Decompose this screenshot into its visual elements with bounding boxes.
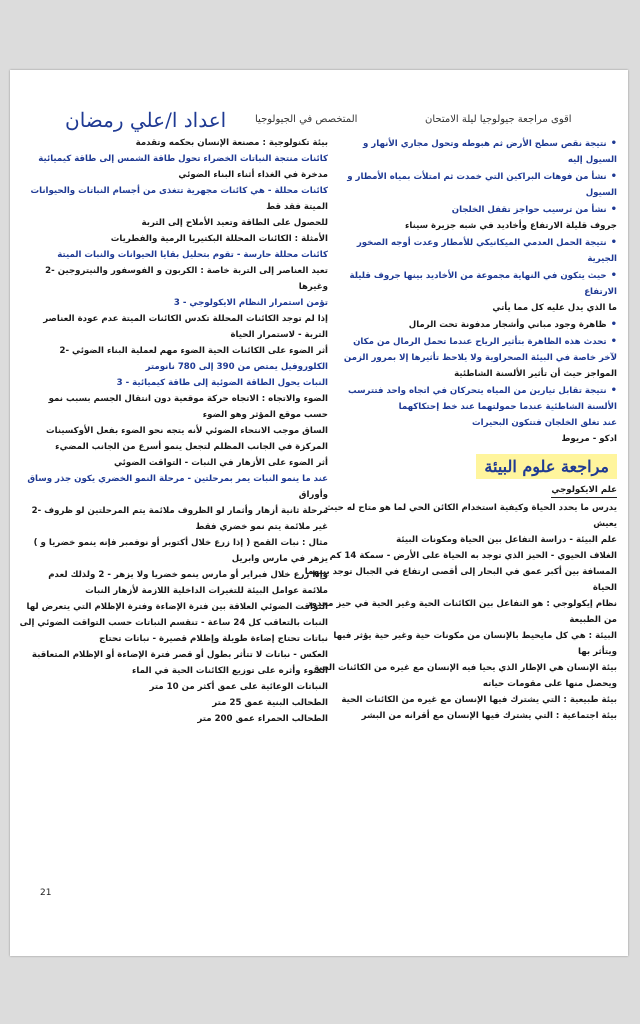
text-line: بيئة طبيعية : التي يشترك فيها الإنسان مع غيره من الكائنات الحية bbox=[341, 695, 617, 705]
text-line: أثر الضوء على الكائنات الحية الضوء مهم لعملية البناء الضوئي -2 bbox=[59, 346, 328, 356]
text-line: بيئة اجتماعية : التي يشترك فيها الإنسان مع أقرانه من البشر bbox=[361, 711, 617, 721]
text-line: • ظاهرة وجود مباني وأشجار مدفونة تحت الرمال bbox=[335, 319, 617, 331]
text-line: العكس - نباتات لا تتأثر بطول أو قصر فترة الإضاءة أو الإظلام المتعاقبة bbox=[31, 650, 328, 660]
text-line: الطحالب البنية عمق 25 متر bbox=[212, 698, 328, 708]
text-line: كائنات محللة - هي كائنات مجهرية تتغذى من أجسام النباتات والحيوانات bbox=[30, 186, 328, 196]
text-line: ملائمة عوامل البيئة للتغيرات الداخلية اللازمة لأزهار النبات bbox=[85, 586, 328, 596]
text-line: • نتيجة تقابل تيارين من المياه يتحركان في اتجاه واحد فتترسب bbox=[335, 385, 617, 397]
text-line: من الطبيعة bbox=[569, 615, 617, 625]
section-title: مراجعة علوم البيئة bbox=[476, 454, 617, 479]
text-line: • نتيجة الحمل العدمي الميكانيكي للأمطار وعدت أوجه الصخور bbox=[335, 237, 617, 249]
text-line: المركزة في الجانب المظلم لتجعل ينمو أسرع من الجانب المضيء bbox=[55, 442, 328, 452]
text-line bbox=[335, 485, 617, 498]
text-line: وغيرها bbox=[298, 282, 328, 292]
text-line: الساق موجب الانتحاء الضوئي لأنه يتجه نحو الضوء بفعل الأوكسينات bbox=[45, 426, 328, 436]
text-line: الكلوروفيل يمتص من 390 إلى 780 نانومتر bbox=[145, 362, 328, 372]
text-line: التواقت الضوئي العلاقة بين فترة الإضاءة وفترة الإظلام التي يتعرض لها bbox=[26, 602, 328, 612]
text-line: بيئة تكنولوجية : مصنعة الإنسان بحكمه وتقدمة bbox=[135, 138, 328, 148]
text-line: مرحلة ثانية أزهار وأثمار لو الظروف ملائمة يتم المرحلتين لو ظروف -2 bbox=[31, 506, 328, 516]
text-line: التربة - لاستمرار الحياة bbox=[230, 330, 328, 340]
text-line: تعيد العناصر إلى التربة خاصة : الكربون و الفوسفور والنيتروجين -2 bbox=[45, 266, 328, 276]
text-line: النباتات الوعائية على عمق أكثر من 10 متر bbox=[149, 682, 328, 692]
text-line: النبات بالتعاقب كل 24 ساعة - تنقسم النباتات حسب التواقت الضوئي إلى bbox=[19, 618, 328, 628]
text-line: نظام إيكولوجي : هو التفاعل بين الكائنات الحية وغير الحية في حيز محدود bbox=[307, 599, 617, 609]
text-line: عند تغلق الخلجان فتتكون البحيرات bbox=[472, 418, 617, 428]
text-line: تؤمن استمرار النظام الايكولوجي - 3 bbox=[173, 298, 328, 308]
text-line: • تحدث هذه الظاهرة بتأثير الرياح عندما تحمل الرمال من مكان bbox=[335, 336, 617, 348]
text-line: • حيث يتكون في النهاية مجموعة من الأخاديد بينها جروف قليلة bbox=[335, 270, 617, 282]
text-line: ادكو - مريوط bbox=[561, 434, 617, 444]
text-line: للحصول على الطاقة وتعيد الأملاح إلى التربة bbox=[141, 218, 328, 228]
text-line: مدخرة في الغذاء أثناء البناء الضوئي bbox=[178, 170, 328, 180]
text-line: الميتة فقد قط bbox=[266, 202, 328, 212]
text-line: السيول bbox=[585, 188, 617, 198]
text-line: حسب موقع المؤثر وهو الضوء bbox=[202, 410, 328, 420]
text-line: السيول إليه bbox=[567, 155, 617, 165]
text-line: وإذا زرع خلال فبراير أو مارس ينمو خضريا ولا يزهر - 2 ولذلك لعدم bbox=[48, 570, 328, 580]
text-line: النبات يحول الطاقة الضوئية إلى طاقة كيميائية - 3 bbox=[116, 378, 328, 388]
header-title: اقوى مراجعة جيولوجيا ليلة الامتحان bbox=[425, 114, 572, 125]
text-line: مثال : نبات القمح ( إذا زرع خلال أكتوبر أو نوفمبر فإنه ينمو خضريا و ) bbox=[33, 538, 328, 548]
text-line: كائنات محللة حارسة - تقوم بتحليل بقايا الحيوانات والنبات الميتة bbox=[57, 250, 328, 260]
text-line: إذا لم توجد الكائنات المحللة تكدس الكائنات الميتة عدم عودة العناصر bbox=[43, 314, 328, 324]
text-line: وأوراق bbox=[298, 490, 328, 500]
text-line: البيئة : هي كل مايحيط بالإنسان من مكونات حية وغير حية يؤثر فيها bbox=[333, 631, 617, 641]
text-line: غير ملائمة يتم نمو خضري فقط bbox=[195, 522, 328, 532]
text-line: الحياة bbox=[592, 583, 617, 593]
header-specialty: المتخصص في الجيولوجيا bbox=[255, 114, 358, 125]
text-line: الأمثلة : الكائنات المحللة البكتيريا الرمية والفطريات bbox=[110, 234, 328, 244]
text-line: ويحصل منها على مقومات حياته bbox=[482, 679, 617, 689]
text-line: • نشأ من فوهات البراكين التي خمدت ثم امتلأت بمياه الأمطار و bbox=[335, 171, 617, 183]
text-line: لآخر خاصة في البيئة الصحراوية ولا يلاحظ تأثيرها إلا بمرور الزمن bbox=[343, 353, 617, 363]
text-line: الجيرية bbox=[587, 254, 617, 264]
text-line: عند ما ينمو النبات يمر بمرحلتين - مرحلة النمو الخضري يكون جذر وساق bbox=[27, 474, 328, 484]
author-name: اعداد ا/علي رمضان bbox=[65, 108, 227, 132]
text-line: يزهر في مارس وابريل bbox=[231, 554, 328, 564]
text-line: أثر الضوء على الأزهار في النبات - التواقت الضوئي bbox=[113, 458, 328, 468]
text-line: • نشأ من ترسيب حواجز تقفل الخلجان bbox=[335, 204, 617, 216]
text-line: كائنات منتجة النباتات الخضراء تحول طاقة الشمس إلى طاقة كيميائية bbox=[38, 154, 328, 164]
text-line: ما الذي يدل عليه كل مما يأتي bbox=[492, 303, 617, 313]
text-line: يعيش bbox=[593, 519, 617, 529]
text-line: ويتأثر بها bbox=[578, 647, 617, 657]
text-line: جروف قليلة الارتفاع وأخاديد في شبه جزيرة سيناء bbox=[404, 221, 617, 231]
text-line: الضوء وأثره على توزيع الكائنات الحية في الماء bbox=[132, 666, 328, 676]
document-page bbox=[10, 70, 628, 956]
text-line: الارتفاع bbox=[584, 287, 617, 297]
text-line: الطحالب الحمراء عمق 200 متر bbox=[197, 714, 328, 724]
text-line: الألسنة الشاطئية عندما حمولتهما عند خط إحتكاكهما bbox=[398, 402, 617, 412]
text-line: نباتات تحتاج إضاءة طويلة وإظلام قصيرة - نباتات تحتاج bbox=[99, 634, 328, 644]
text-line: المواجز حيث أن تأثير الألسنة الشاطئية bbox=[454, 369, 617, 379]
text-line: الضوء والاتجاه : الاتجاه حركة موقعية دون انتقال الجسم بسبب نمو bbox=[48, 394, 328, 404]
text-line: علم البيئة - دراسة التفاعل بين الحياة ومكونات البيئة bbox=[396, 535, 617, 545]
text-line: • نتيجة نقص سطح الأرض ثم هبوطه وتحول مجاري الأنهار و bbox=[335, 138, 617, 150]
text-line: يدرس ما يحدد الحياة وكيفية استخدام الكائن الحي لما هو متاح له حيث bbox=[325, 503, 617, 513]
text-line: بيئة الإنسان هي الإطار الذي يحيا فيه الإنسان مع غيره من الكائنات الحية bbox=[313, 663, 617, 673]
left-column bbox=[19, 138, 328, 730]
page-number: 21 bbox=[40, 888, 52, 898]
text-line: الغلاف الحيوي - الحيز الذي توجد به الحياة على الأرض - سمكة 14 كم bbox=[329, 551, 617, 561]
text-line: المسافة بين أكبر عمق في البحار إلى أقصى ارتفاع في الجبال توجد بينهما bbox=[304, 567, 617, 577]
text-line-underlined: علم الايكولوجي bbox=[551, 485, 617, 498]
